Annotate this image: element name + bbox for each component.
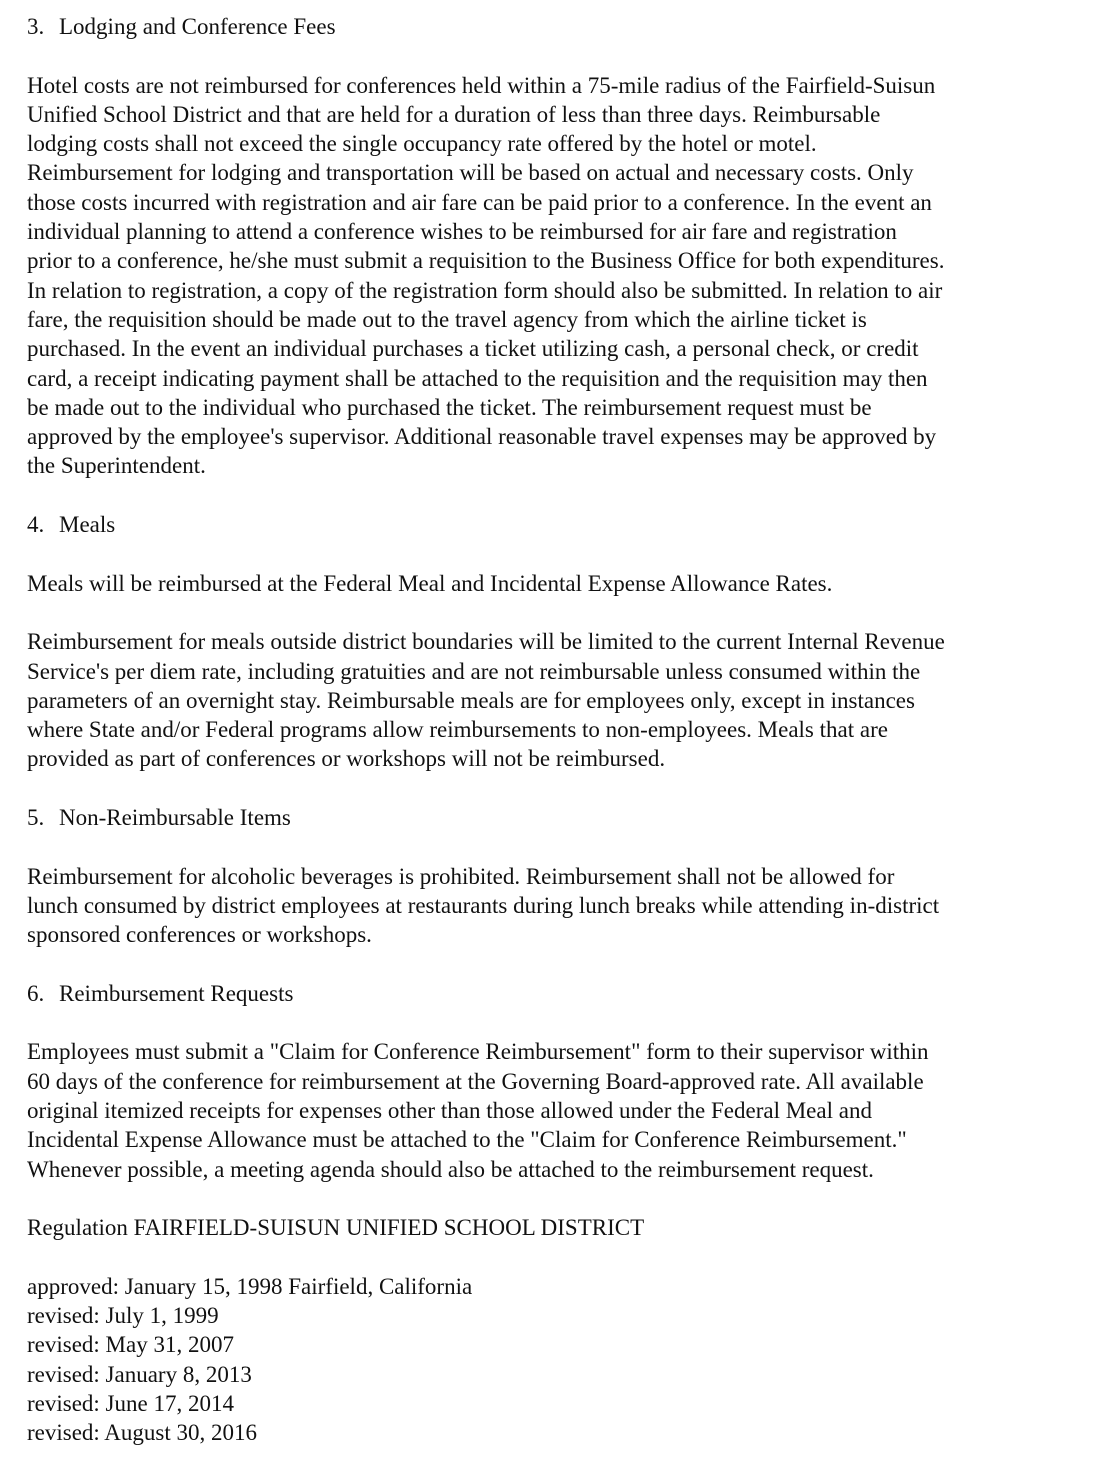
approval-date: approved: January 15, 1998 Fairfield, California — [27, 1273, 473, 1299]
document-page — [27, 12, 1087, 1448]
revision-date: revised: January 8, 2013 — [27, 1361, 252, 1387]
text-line: Meals will be reimbursed at the Federal Meal and Incidental Expense Allowance Rates. — [27, 570, 833, 596]
regulation-line: Regulation FAIRFIELD-SUISUN UNIFIED SCHOOL DISTRICT — [27, 1215, 645, 1241]
section-number: 6. — [27, 980, 45, 1006]
text-line: Service's per diem rate, including gratuities and are not reimbursable unless consumed within the — [27, 658, 921, 684]
text-line: sponsored conferences or workshops. — [27, 922, 372, 948]
text-line: Hotel costs are not reimbursed for conferences held within a 75-mile radius of the Fairfield-Suisun — [27, 72, 936, 98]
text-line: Reimbursement for alcoholic beverages is prohibited. Reimbursement shall not be allowed for — [27, 863, 895, 889]
section-title: Meals — [59, 512, 116, 538]
text-line: parameters of an overnight stay. Reimbursable meals are for employees only, except in instances — [27, 687, 915, 713]
section-title: Reimbursement Requests — [59, 980, 294, 1006]
section-heading — [27, 510, 1087, 539]
text-line: 60 days of the conference for reimbursement at the Governing Board-approved rate. All available — [27, 1068, 924, 1094]
text-line: those costs incurred with registration and air fare can be paid prior to a conference. In the event an — [27, 189, 932, 215]
section-title: Non-Reimbursable Items — [59, 805, 291, 831]
section-paragraph — [27, 627, 1087, 773]
text-line: In relation to registration, a copy of the registration form should also be submitted. In relation to air — [27, 277, 943, 303]
text-line: purchased. In the event an individual purchases a ticket utilizing cash, a personal check, or credit — [27, 336, 919, 362]
section-non-reimbursable-items — [27, 803, 1087, 949]
text-line: Reimbursement for meals outside district boundaries will be limited to the current Internal Revenue — [27, 629, 945, 655]
revision-history — [27, 1272, 1087, 1448]
text-line: original itemized receipts for expenses other than those allowed under the Federal Meal and — [27, 1097, 872, 1123]
section-paragraph — [27, 569, 1087, 598]
text-line: prior to a conference, he/she must submit a requisition to the Business Office for both expenditures. — [27, 248, 945, 274]
text-line: where State and/or Federal programs allow reimbursements to non-employees. Meals that are — [27, 717, 888, 743]
section-paragraph — [27, 862, 1087, 950]
revision-date: revised: July 1, 1999 — [27, 1303, 219, 1329]
text-line: the Superintendent. — [27, 453, 206, 479]
section-number: 5. — [27, 805, 45, 831]
text-line: Reimbursement for lodging and transportation will be based on actual and necessary costs. Only — [27, 160, 914, 186]
section-heading — [27, 979, 1087, 1008]
regulation-footer — [27, 1213, 1087, 1447]
revision-date: revised: August 30, 2016 — [27, 1420, 257, 1446]
section-heading — [27, 803, 1087, 832]
text-line: lunch consumed by district employees at restaurants during lunch breaks while attending in-district — [27, 892, 940, 918]
text-line: Employees must submit a "Claim for Conference Reimbursement" form to their supervisor within — [27, 1039, 929, 1065]
section-meals — [27, 510, 1087, 774]
text-line: fare, the requisition should be made out to the travel agency from which the airline ticket is — [27, 306, 867, 332]
text-line: provided as part of conferences or workshops will not be reimbursed. — [27, 746, 666, 772]
text-line: card, a receipt indicating payment shall be attached to the requisition and the requisition may then — [27, 365, 928, 391]
section-number: 4. — [27, 512, 45, 538]
text-line: lodging costs shall not exceed the single occupancy rate offered by the hotel or motel. — [27, 131, 817, 157]
revision-date: revised: May 31, 2007 — [27, 1332, 234, 1358]
section-heading — [27, 12, 1087, 41]
section-reimbursement-requests — [27, 979, 1087, 1184]
text-line: Incidental Expense Allowance must be attached to the "Claim for Conference Reimbursement." — [27, 1127, 907, 1153]
section-paragraph — [27, 1037, 1087, 1183]
section-number: 3. — [27, 14, 45, 39]
text-line: Unified School District and that are held for a duration of less than three days. Reimbursable — [27, 101, 881, 127]
text-line: approved by the employee's supervisor. Additional reasonable travel expenses may be approved by — [27, 424, 937, 450]
section-paragraph — [27, 71, 1087, 481]
section-title: Lodging and Conference Fees — [59, 14, 336, 39]
text-line: be made out to the individual who purchased the ticket. The reimbursement request must be — [27, 394, 872, 420]
text-line: individual planning to attend a conference wishes to be reimbursed for air fare and registration — [27, 219, 897, 245]
text-line: Whenever possible, a meeting agenda should also be attached to the reimbursement request. — [27, 1156, 874, 1182]
section-lodging-conference-fees — [27, 12, 1087, 481]
revision-date: revised: June 17, 2014 — [27, 1390, 234, 1416]
